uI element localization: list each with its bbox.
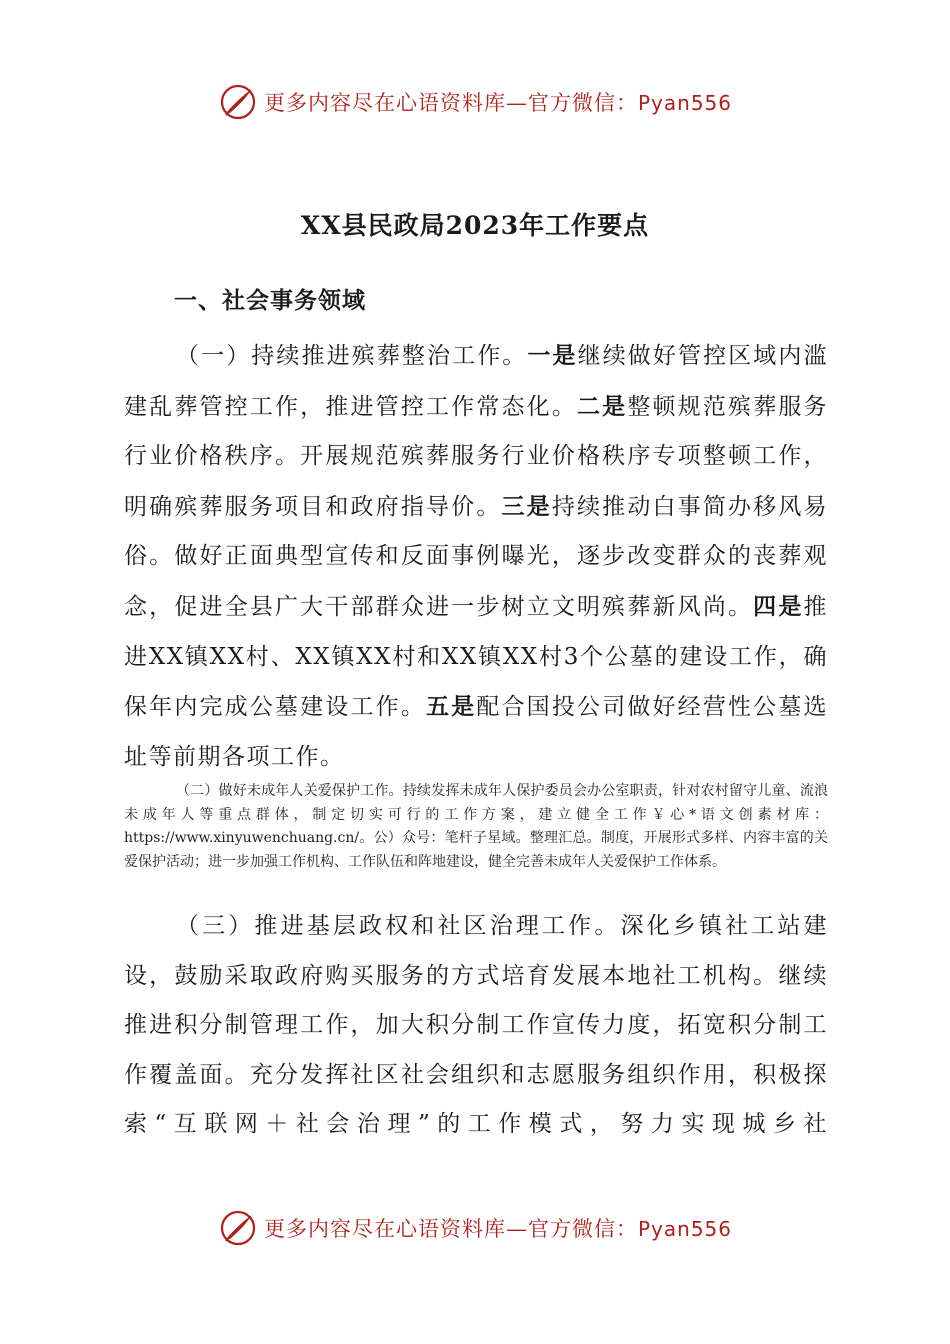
p1-marker-2: 二是 [577, 392, 628, 420]
document-title: XX县民政局2023年工作要点 [300, 211, 650, 240]
paragraph-community-governance: （三）推进基层政权和社区治理工作。深化乡镇社工站建设，鼓励采取政府购买服务的方式培育发展本地社工机构。继续推进积分制管理工作，加大积分制工作宣传力度，拓宽积分制工作覆盖面。充分发挥社区社会组织和志愿服务组织作用，积极探索“互联网＋社会治理”的工作模式，努力实现城乡社 [124, 913, 828, 1138]
quill-logo-icon [218, 1208, 258, 1248]
banner-wechat-id: Pyan556 [637, 1217, 732, 1241]
banner-slogan: 更多内容尽在心语资料库 [263, 91, 506, 115]
p1-text-4: 推进XX镇XX村、XX镇XX村和XX镇XX村3个公墓的建设工作，确保年内完成公墓建设工作。 [124, 593, 829, 721]
p1-marker-4: 四是 [753, 592, 804, 620]
banner-wechat-label: 官方微信： [527, 1217, 638, 1241]
header-banner [0, 80, 950, 124]
banner-wechat-id: Pyan556 [637, 91, 732, 115]
p1-lead: （一）持续推进殡葬整治工作。 [176, 343, 528, 369]
banner-wechat-label: 官方微信： [527, 91, 638, 115]
footer-banner [0, 1206, 950, 1250]
paragraph-funeral-reform [124, 331, 828, 782]
banner-slogan: 更多内容尽在心语资料库 [263, 1217, 506, 1241]
p1-marker-5: 五是 [426, 693, 477, 721]
banner-text [264, 87, 732, 117]
p1-marker-3: 三是 [501, 492, 552, 520]
p1-text-1: 继续做好管控区域内滥建乱葬管控工作，推进管控工作常态化。 [124, 343, 829, 420]
section-heading: 一、社会事务领域 [174, 288, 366, 314]
banner-separator: — [505, 91, 528, 115]
paragraph-minor-protection: （二）做好未成年人关爱保护工作。持续发挥未成年人保护委员会办公室职责，针对农村留守儿童、流浪未成年人等重点群体，制定切实可行的工作方案，建立健全工作￥心*语文创素材库：https://www.xinyuwenchuang.cn/。公）众号：笔杆子星域。整理汇总。制度，开展形式多样、内容丰富的关爱保护活动；进一步加强工作机构、工作队伍和阵地建设，健全完善未成年人关爱保护工作体系。 [124, 783, 828, 871]
banner-text [264, 1213, 732, 1243]
quill-logo-icon [218, 82, 258, 122]
p1-marker-1: 一是 [527, 342, 578, 369]
p1-text-5: 配合国投公司做好经营性公墓选址等前期各项工作。 [124, 694, 829, 770]
banner-separator: — [505, 1217, 528, 1241]
p1-text-2: 整顿规范殡葬服务行业价格秩序。开展规范殡葬服务行业价格秩序专项整顿工作，明确殡葬服务项目和政府指导价。 [124, 393, 829, 520]
p1-text-3: 持续推动白事简办移风易俗。做好正面典型宣传和反面事例曝光，逐步改变群众的丧葬观念，促进全县广大干部群众进一步树立文明殡葬新风尚。 [124, 493, 829, 620]
